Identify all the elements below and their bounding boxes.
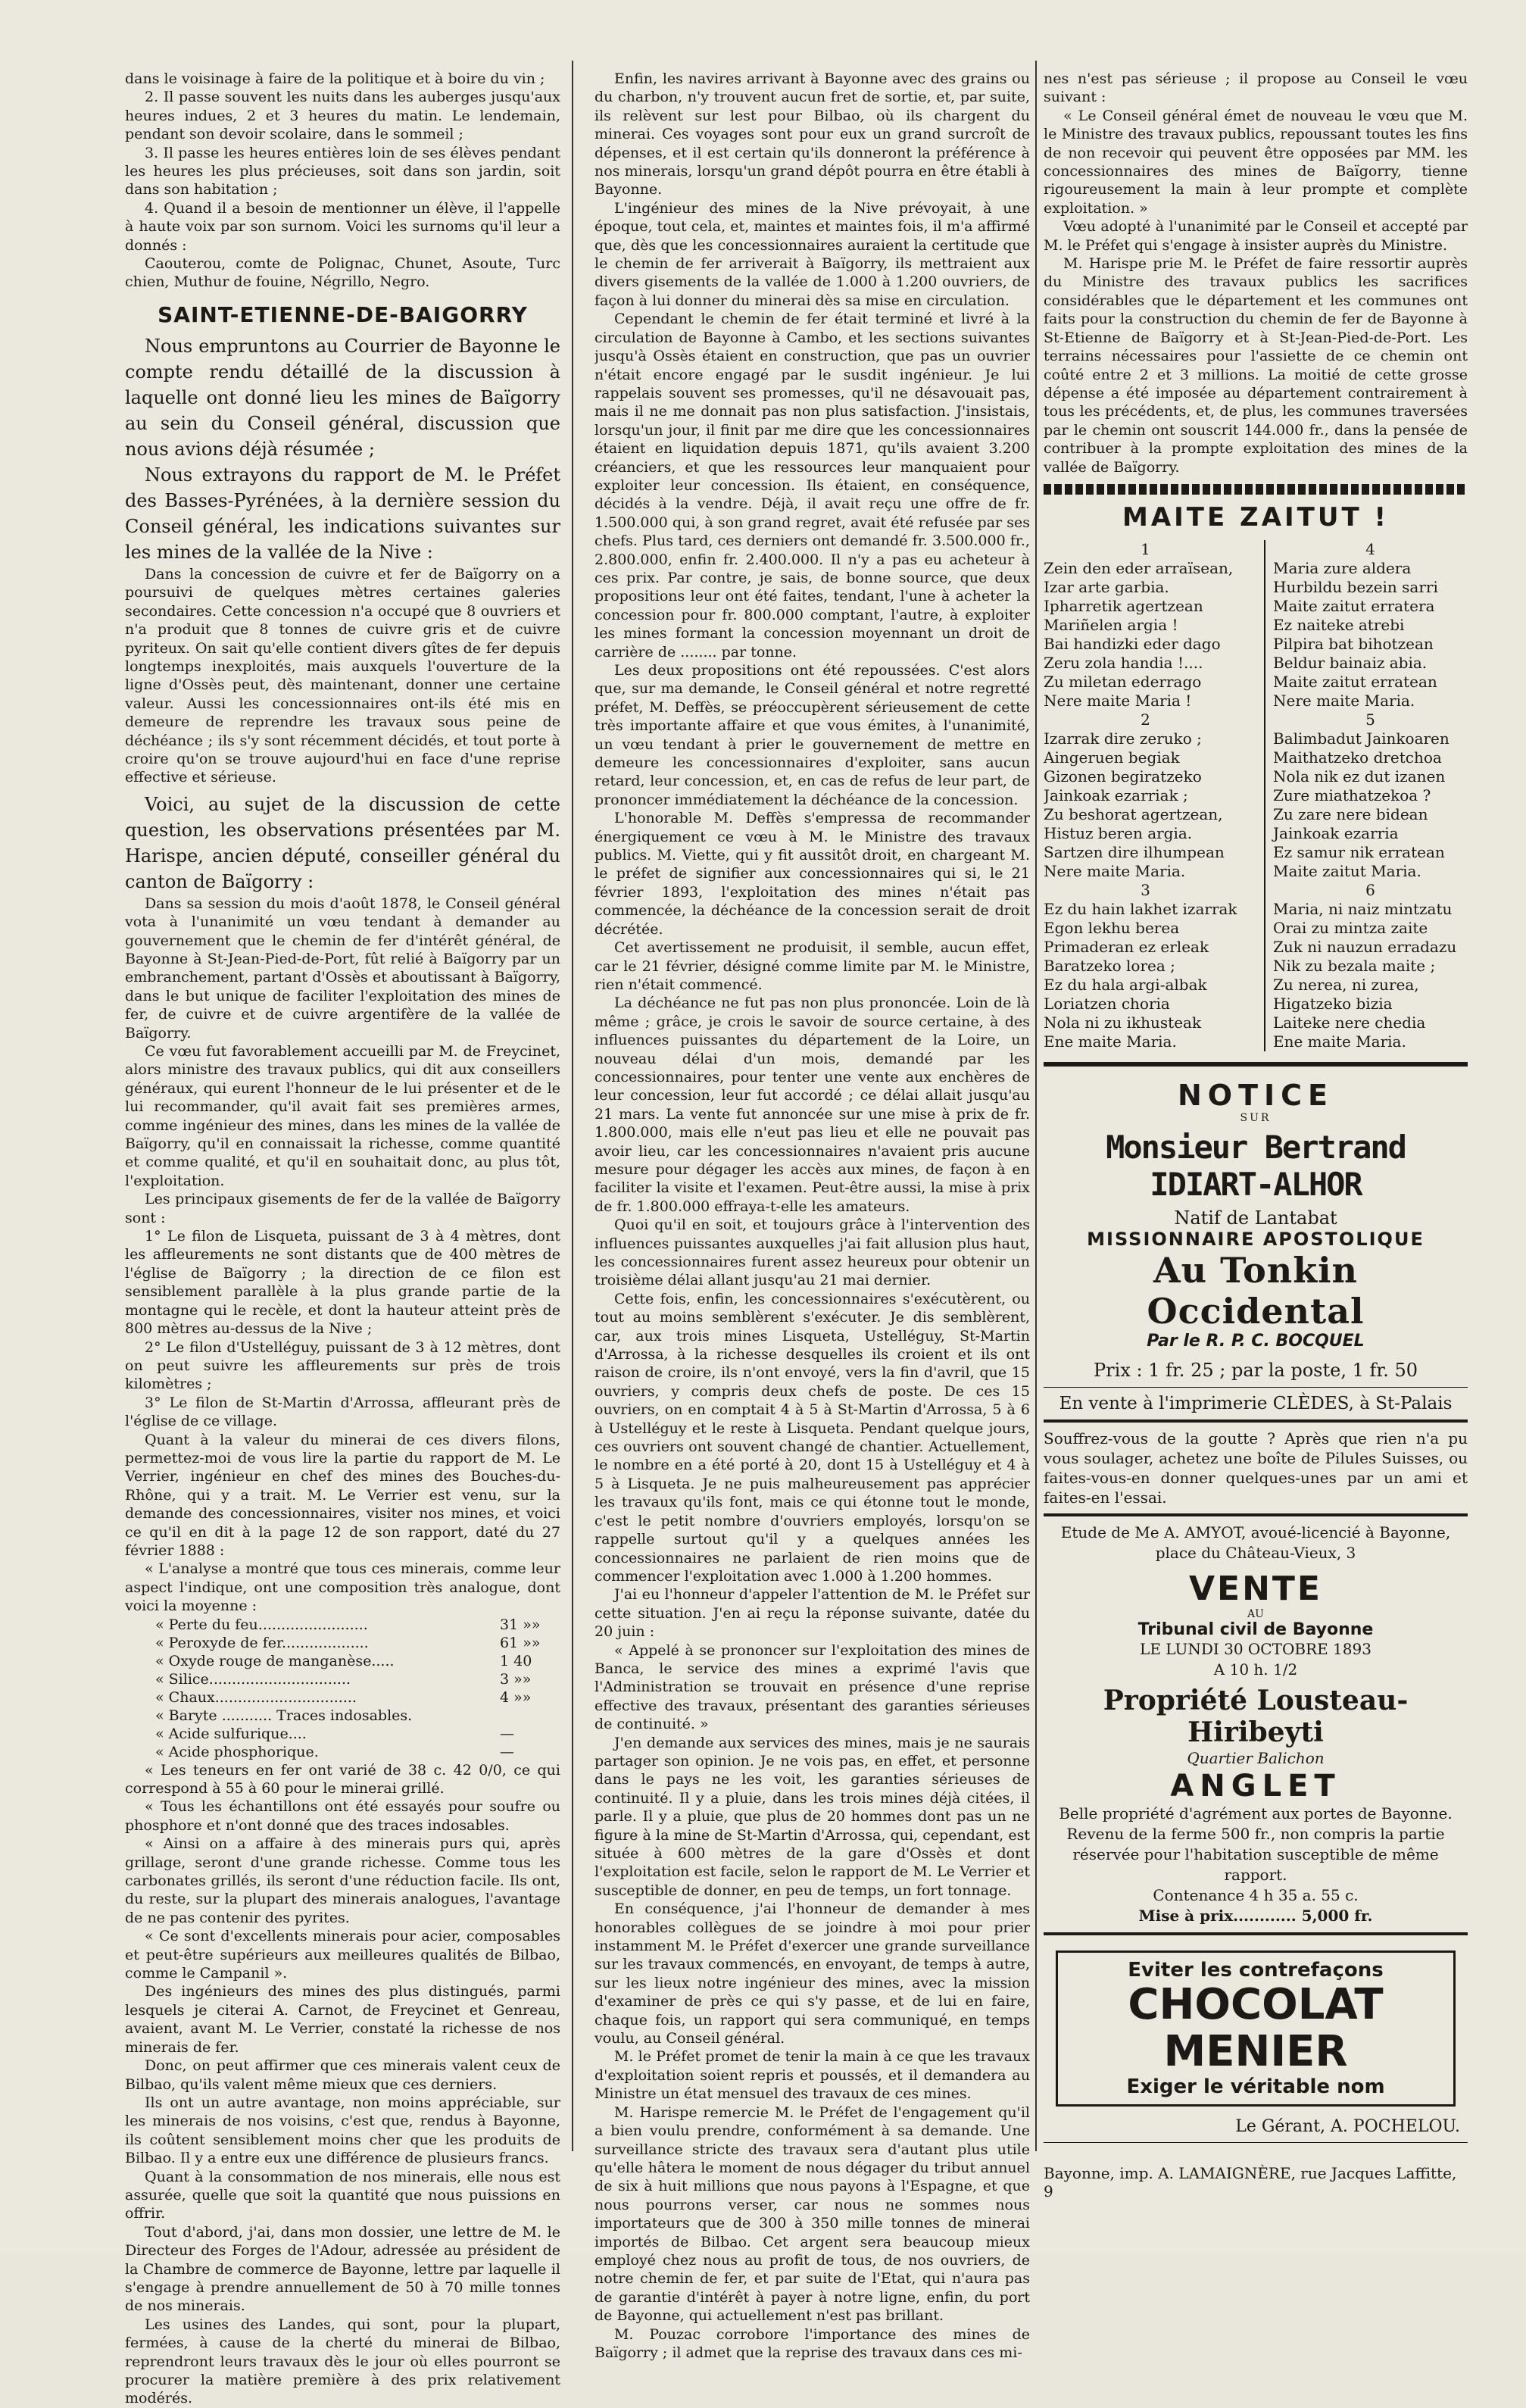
article-paragraph: Les usines des Landes, qui sont, pour la plupart, fermées, à cause de la cherté du minerai de Bilbao, reprendront leurs travaux dès le jour où elles pourront se procurer la matière première à des prix relativement modérés. [125, 2316, 560, 2407]
article-paragraph: La déchéance ne fut pas non plus prononcée. Loin de là même ; grâce, je crois le savoir de source certaine, à des influences puissantes du département de la Loire, un nouveau délai d'un mois, demandé par les concessionnaires, pour tenter une vente aux enchères de leur concession, leur fut accordé ; ce délai allait jusqu'au 21 mars. La vente fut annoncée sur une mise à prix de fr. 1.800.000, mais elle n'eut pas lieu et elle ne pouvait pas avoir lieu, car les concessionnaires n'avaient pris aucune mesure pour dégager les accès aux mines, de façon à en faciliter la visite et l'examen. Peut-être aussi, la mise à prix de fr. 1.800.000 effraya-t-elle les amateurs. [594, 995, 1030, 1215]
column-left [125, 70, 560, 2408]
composition-row: « Oxyde rouge de manganèse..... 1 40 [155, 1652, 532, 1669]
notice-natif: Natif de Lantabat [1174, 1207, 1337, 1229]
vente-lieu: ANGLET [1170, 1768, 1341, 1804]
composition-row: « Peroxyde de fer................... 61 »» [155, 1634, 541, 1651]
poem-line: Jainkoak ezarria [1273, 823, 1399, 842]
composition-row: « Acide phosphorique. — [155, 1743, 514, 1760]
article-paragraph: Ce vœu fut favorablement accueilli par M. de Freycinet, alors ministre des travaux publics, qui dit aux conseillers généraux, qui eurent l'honneur de le lui présenter et de le lui recommander, qu'il avait fait ses premières armes, comme ingénieur des mines, dans les mines de la vallée de Baïgorry, qu'il en connaissait la richesse, comme quantité et comme qualité, et qu'il en souhaitait donc, au plus tôt, l'exploitation. [125, 1043, 560, 1189]
vente-contenance: Contenance 4 h 35 a. 55 c. [1153, 1885, 1359, 1904]
poem-line: Nere maite Maria. [1044, 861, 1186, 880]
poem-line: Zeru zola handia !.... [1044, 653, 1203, 672]
poem-line: Nola ni zu ikhusteak [1044, 1013, 1202, 1032]
divider [1044, 1932, 1468, 1935]
article-paragraph: Dans sa session du mois d'août 1878, le Conseil général vota à l'unanimité un vœu tendant à demander au gouvernement que le chemin de fer d'intérêt général, de Bayonne à St-Jean-Pied-de-Port, fût relié à Baïgorry par un embranchement, partant d'Ossès et aboutissant à Baïgorry, dans le but unique de faciliter l'exploitation des mines de fer, de cuivre et de cuivre argentifère de la vallée de Baïgorry. [125, 895, 560, 1042]
poem-line: Ipharretik agertzean [1044, 596, 1203, 615]
stanza [1264, 711, 1468, 881]
article-lead: Nous extrayons du rapport de M. le Préfet des Basses-Pyrénées, à la dernière session du Conseil général, les indications suivantes sur les mines de la vallée de la Nive : [125, 464, 560, 563]
poem-line: Izarrak dire zeruko ; [1044, 729, 1202, 748]
article-paragraph: 2° Le filon d'Ustelléguy, puissant de 3 à 12 mètres, dont on peut suivre les affleurements sur près de trois kilomètres ; [125, 1338, 560, 1393]
stanza-number: 1 [1141, 539, 1150, 558]
poem-line: Nik zu bezala maite ; [1273, 956, 1436, 975]
article-paragraph: L'ingénieur des mines de la Nive prévoyait, à une époque, tout cela, et, maintes et maintes fois, il m'a affirmé que, dès que les concessionnaires auraient la certitude que le chemin de fer arriverait à Baïgorry, ils mettraient aux divers gisements de la vallée de 1.000 à 1.200 ouvriers, de façon à lui donner du minerai dès sa mise en circulation. [594, 199, 1030, 309]
poem-line: Ez du hala argi-albak [1044, 975, 1207, 994]
article-paragraph: J'en demande aux services des mines, mais je ne saurais partager son opinion. Je ne vois pas, en effet, et personne dans le pays ne les voit, les garanties sérieuses de continuité. Il y a pluie, dans les trois mines déjà citées, il parle. Il y a pluie, que plus de 20 hommes dont pas un ne figure à la mine de St-Martin d'Arrossa, qui, cependant, est située à 600 mètres de la gare d'Ossès et dont l'exploitation est facile, selon le rapport de M. Le Verrier et susceptible de donner, en peu de temps, un fort tonnage. [594, 1734, 1030, 1899]
ornamental-border [1044, 484, 1468, 495]
article-paragraph: « L'analyse a montré que tous ces minerais, comme leur aspect l'indique, ont une composition très analogue, dont voici la moyenne : [125, 1560, 560, 1615]
poem-line: Egon lekhu berea [1044, 918, 1180, 937]
poem-line: Zein den eder arraïsean, [1044, 558, 1234, 577]
divider [1044, 2142, 1468, 2143]
article-lead: Voici, au sujet de la discussion de cette question, les observations présentées par M. Harispe, ancien député, conseiller général du canton de Baïgorry : [125, 793, 560, 892]
poem-line: Mariñelen argia ! [1044, 615, 1178, 634]
poem-line: Balimbadut Jainkoaren [1273, 729, 1450, 748]
poem-line: Jainkoak ezarriak ; [1044, 785, 1188, 804]
notice-ad [1044, 1079, 1468, 1413]
article-paragraph: M. le Préfet promet de tenir la main à ce que les travaux d'exploitation soient repris et poussés, et il demandera au Ministre un état mensuel des travaux de ces mines. [594, 2048, 1030, 2103]
divider [1044, 1387, 1468, 1388]
poem-line: Ene maite Maria. [1044, 1032, 1177, 1051]
article-paragraph: J'ai eu l'honneur d'appeler l'attention de M. le Préfet sur cette situation. J'en ai reçu la réponse suivante, datée du 20 juin : [594, 1586, 1030, 1641]
poem-line: Nere maite Maria. [1273, 691, 1415, 710]
column-rule [1035, 61, 1037, 2151]
article-paragraph: Des ingénieurs des mines des plus distingués, parmi lesquels je citerai A. Carnot, de Freycinet et Genreau, avaient, avant M. Le Verrier, constaté la richesse de nos minerais de fer. [125, 1983, 560, 2056]
poem [1044, 540, 1468, 1051]
article-paragraph: Quoi qu'il en soit, et toujours grâce à l'intervention des influences puissantes auxquelles j'ai fait allusion plus haut, les concessionnaires furent assez heureux pour obtenir un troisième délai allant jusqu'au 21 mai dernier. [594, 1216, 1030, 1289]
divider [1044, 1420, 1468, 1423]
article-paragraph: 3° Le filon de St-Martin d'Arrossa, affleurant près de l'église de ce village. [125, 1394, 560, 1430]
article-paragraph: « Ce sont d'excellents minerais pour acier, composables et peut-être supérieurs aux meilleures qualités de Bilbao, comme le Campanil ». [125, 1928, 560, 1982]
column-right [1044, 70, 1468, 2200]
divider [1044, 1062, 1468, 1067]
poem-line: Zu beshorat agertzean, [1044, 804, 1223, 823]
intro-line: 4. Quand il a besoin de mentionner un élève, il l'appelle à haute voix par son surnom. Voici les surnoms qu'il leur a donnés : [125, 199, 560, 254]
chocolat-brand: MENIER [1163, 2026, 1348, 2076]
article-paragraph: M. Pouzac corrobore l'importance des mines de Baïgorry ; il admet que la reprise des travaux dans ces mi- [594, 2325, 1030, 2361]
poem-line: Maite zaitut erratera [1273, 596, 1435, 615]
column-rule [572, 61, 573, 2151]
poem-line: Ez naiteke atrebi [1273, 615, 1405, 634]
poem-line: Gizonen begiratzeko [1044, 767, 1202, 785]
poem-line: Bai handizki eder dago [1044, 634, 1221, 653]
poem-line: Histuz beren argia. [1044, 823, 1193, 842]
intro-line: 3. Il passe les heures entières loin de ses élèves pendant les heures les plus précieuses, soit dans son jardin, soit dans son habitation ; [125, 144, 560, 198]
poem-line: Baratzeko lorea ; [1044, 956, 1175, 975]
poem-line: Zu nerea, ni zurea, [1273, 975, 1419, 994]
intro-line: dans le voisinage à faire de la politique et à boire du vin ; [125, 70, 545, 87]
poem-line: Laiteke nere chedia [1273, 1013, 1426, 1032]
poem-line: Higatzeko bizia [1273, 994, 1393, 1013]
article-lead: Nous empruntons au Courrier de Bayonne le compte rendu détaillé de la discussion à laquelle ont donné lieu les mines de Baïgorry au sein du Conseil général, discussion que nous avions déjà résumée ; [125, 335, 560, 460]
composition-row: « Chaux............................... 4 »» [155, 1688, 532, 1706]
chocolat-ad [1056, 1950, 1456, 2107]
article-paragraph: Dans la concession de cuivre et fer de Baïgorry on a poursuivi de quelques mètres certaines galeries secondaires. Cette concession n'a occupé que 8 ouvriers et n'a produit que 8 tonnes de cuivre gris et de cuivre pyriteux. On sait qu'elle contient divers gîtes de fer depuis longtemps inexploités, mais auxquels l'ouverture de la ligne d'Ossès peut, dès maintenant, donner une certaine valeur. Aussi les concessionnaires ont-ils été mis en demeure de reprendre les travaux sous peine de déchéance ; ils s'y sont récemment décidés, et tout porte à croire qu'on se trouve aujourd'hui en face d'une reprise effective et sérieuse. [125, 565, 560, 786]
poem-line: Orai zu mintza zaite [1273, 918, 1428, 937]
intro-line: Caouterou, comte de Polignac, Chunet, Asoute, Turc chien, Muthur de fouine, Négrillo, Negro. [125, 255, 560, 291]
article-paragraph: Cet avertissement ne produisit, il semble, aucun effet, car le 21 février, désigné comme limite par M. le Ministre, rien n'était commencé. [594, 939, 1030, 993]
column-middle [594, 70, 1030, 2362]
stanza [1044, 711, 1247, 881]
notice-tonkin: Au Tonkin Occidental [1147, 1249, 1365, 1332]
divider [1044, 1513, 1468, 1516]
article-paragraph: « Ainsi on a affaire à des minerais purs qui, après grillage, seront d'une grande richesse. Comme tous les carbonates grillés, ils seront d'une réduction facile. Ils ont, du reste, sur la plupart des minerais analogues, l'avantage de ne pas contenir des pyrites. [125, 1835, 560, 1926]
article-paragraph: Donc, on peut affirmer que ces minerais valent ceux de Bilbao, qu'ils valent même mieux que ces derniers. [125, 2057, 560, 2093]
notice-title: NOTICE [1177, 1078, 1334, 1112]
vente-propriete: Propriété Lousteau-Hiribeyti [1103, 1684, 1409, 1748]
poem-line: Zure miathatzekoa ? [1273, 785, 1431, 804]
article-paragraph: L'honorable M. Deffès s'empressa de recommander énergiquement ce vœu à M. le Ministre des travaux publics. M. Viette, qui y fit aussitôt droit, en chargeant M. le préfet de signifier aux concessionnaires qui si, le 21 février 1893, l'exploitation des mines n'était pas commencée, la déchéance de la concession serait de droit décrétée. [594, 810, 1030, 938]
article-paragraph: Tout d'abord, j'ai, dans mon dossier, une lettre de M. le Directeur des Forges de l'Adour, adressée au président de la Chambre de commerce de Bayonne, lettre par laquelle il s'engage à prendre annuellement de 50 à 70 mille tonnes de nos minerais. [125, 2223, 560, 2315]
notice-author: Par le R. P. C. BOCQUEL [1147, 1331, 1365, 1351]
stanza-number: 6 [1365, 880, 1375, 899]
article-paragraph: Quant à la valeur du minerai de ces divers filons, permettez-moi de vous lire la partie du rapport de M. Le Verrier, ingénieur en chef des mines des Bouches-du-Rhône, qui y a trait. M. Le Verrier est venu, sur la demande des concessionnaires, visiter nos mines, et voici ce qu'il en dit à la page 12 de son rapport, daté du 27 février 1888 : [125, 1431, 560, 1559]
poem-line: Pilpira bat bihotzean [1273, 634, 1434, 653]
poem-line: Nola nik ez dut izanen [1273, 767, 1446, 785]
stanza-number: 4 [1365, 539, 1375, 558]
poem-line: Loriatzen choria [1044, 994, 1170, 1013]
article-paragraph: En conséquence, j'ai l'honneur de demander à mes honorables collègues de se joindre à moi pour prier instamment M. le Préfet d'exercer une grande surveillance sur les travaux commencés, en envoyant, de temps à autre, sur les lieux notre ingénieur des mines, avec la mission d'examiner de près ce qui s'y passe, et de lui en faire, chaque fois, un rapport qui sera communiqué, en temps voulu, au Conseil général. [594, 1900, 1030, 2047]
vente-title: VENTE [1188, 1569, 1322, 1608]
vente-ad [1044, 1569, 1468, 1926]
article-paragraph: Enfin, les navires arrivant à Bayonne avec des grains ou du charbon, n'y trouvent aucun fret de sortie, et, par suite, ils relèvent sur lest pour Bilbao, où ils chargent du minerai. Ces voyages sont pour eux un grand surcroît de dépenses, et il est certain qu'ils donneront la préférence à nos minerais, lorsqu'un grand dépôt pourra en être établi à Bayonne. [594, 70, 1030, 198]
notice-vente: En vente à l'imprimerie CLÈDES, à St-Palais [1059, 1393, 1453, 1413]
article-paragraph: « Tous les échantillons ont été essayés pour soufre ou phosphore et n'ont donné que des traces indosables. [125, 1798, 560, 1834]
vente-au: AU [1247, 1607, 1264, 1620]
notice-mission: MISSIONNAIRE APOSTOLIQUE [1087, 1228, 1425, 1250]
poem-line: Zuk ni nauzun erradazu [1273, 937, 1457, 956]
stanza-number: 5 [1365, 710, 1375, 729]
article-paragraph: Vœu adopté à l'unanimité par le Conseil et accepté par M. le Préfet qui s'engage à insister auprès du Ministre. [1044, 218, 1468, 254]
vente-tribunal: Tribunal civil de Bayonne [1137, 1619, 1374, 1639]
article-paragraph: Cependant le chemin de fer était terminé et livré à la circulation de Bayonne à Cambo, et les sections suivantes jusqu'à Ossès étaient en construction, que pas un ouvrier n'était encore engagé par le susdit ingénieur. Je lui rappelais souvent ses promesses, qu'il ne désavouait pas, mais il ne me donnait pas non plus satisfaction. J'insistais, lorsqu'un jour, il finit par me dire que les concessionnaires étaient en liquidation depuis 1871, qu'ils avaient 3.200 créanciers, et que les ressources leur manquaient pour exploiter leur concession. Ils étaient, en conséquence, décidés à la vendre. Déjà, il avait reçu une offre de fr. 1.500.000 qui, à son grand regret, avait été refusée par ses chefs. Plus tard, ces derniers ont demandé fr. 3.500.000 fr., 2.800.000, enfin fr. 2.400.000. Il n'y a pas eu acheteur à ces prix. Par contre, je sais, de bonne source, que deux propositions leur ont été faites, tendant, l'une à acheter la concession pour fr. 800.000 comptant, l'autre, à exploiter les mines formant la concession moyennant un droit de carrière de ........ par tonne. [594, 311, 1030, 661]
goutte-ad: Souffrez-vous de la goutte ? Après que rien n'a pu vous soulager, achetez une boîte de Pilules Suisses, ou faites-vous-en donner quelques-unes par un ami et faites-en l'essai. [1044, 1429, 1468, 1507]
article-paragraph: « Les teneurs en fer ont varié de 38 c. 42 0/0, ce qui correspond à 55 à 60 pour le minerai grillé. [125, 1761, 560, 1797]
poem-line: Primaderan ez erleak [1044, 937, 1209, 956]
poem-line: Sartzen dire ilhumpean [1044, 842, 1225, 861]
composition-row: « Acide sulfurique.... — [155, 1725, 514, 1742]
article-paragraph: « Le Conseil général émet de nouveau le vœu que M. le Ministre des travaux publics, repoussant toutes les fins de non recevoir qui peuvent être opposées par MM. les concessionnaires des mines de Baïgorry, tienne rigoureusement la main à leur prompte et complète exploitation. » [1044, 107, 1468, 217]
notice-price: Prix : 1 fr. 25 ; par la poste, 1 fr. 50 [1094, 1359, 1418, 1381]
poem-line: Maria zure aldera [1273, 558, 1412, 577]
poem-line: Zu miletan ederrago [1044, 672, 1202, 691]
poem-line: Ez du hain lakhet izarrak [1044, 899, 1237, 918]
article-paragraph: 1° Le filon de Lisqueta, puissant de 3 à 4 mètres, dont les affleurements ne sont distants que de 400 mètres de l'église de Baïgorry ; la direction de ce filon est sensiblement parallèle à la plus grande partie de la montagne qui le recèle, et dont la hauteur atteint près de 800 mètres au-dessus de la Nive ; [125, 1228, 560, 1338]
stanza [1264, 881, 1468, 1051]
gerant-line: Le Gérant, A. POCHELOU. [1235, 2116, 1460, 2136]
chocolat-brand: CHOCOLAT [1128, 1979, 1384, 2029]
notice-sur: SUR [1240, 1111, 1272, 1124]
poem-line: Hurbildu bezein sarri [1273, 577, 1438, 596]
poem-line: Ene maite Maria. [1273, 1032, 1406, 1051]
vente-heure: A 10 h. 1/2 [1213, 1660, 1298, 1679]
notice-name: Monsieur Bertrand IDIART-ALHOR [1106, 1128, 1406, 1203]
article-paragraph: Ils ont un autre avantage, non moins appréciable, sur les minerais de nos voisins, c'est que, rendus à Bayonne, ils coûtent sensiblement moins cher que les produits de Bilbao. Il y a entre eux une différence de plusieurs francs. [125, 2094, 560, 2167]
composition-row: « Perte du feu........................ 31 »» [155, 1616, 541, 1633]
poem-line: Ez samur nik erratean [1273, 842, 1445, 861]
composition-row: « Baryte ........... Traces indosables. [155, 1707, 413, 1724]
imprimeur-line: Bayonne, imp. A. LAMAIGNÈRE, rue Jacques Laffitte, 9 [1044, 2163, 1457, 2200]
stanza-number: 2 [1141, 710, 1150, 729]
poem-line: Maithatzeko dretchoa [1273, 748, 1442, 767]
poem-line: Nere maite Maria ! [1044, 691, 1192, 710]
article-paragraph: Les principaux gisements de fer de la vallée de Baïgorry sont : [125, 1191, 560, 1226]
etude-line: Etude de Me A. AMYOT, avoué-licencié à Bayonne, place du Château-Vieux, 3 [1060, 1523, 1451, 1562]
stanza [1044, 881, 1247, 1051]
intro-line: 2. Il passe souvent les nuits dans les auberges jusqu'aux heures indues, 2 et 3 heures du matin. Le lendemain, pendant son devoir scolaire, dans le sommeil ; [125, 89, 560, 143]
poem-line: Maite zaitut erratean [1273, 672, 1437, 691]
vente-date: LE LUNDI 30 OCTOBRE 1893 [1140, 1639, 1372, 1658]
article-paragraph: M. Harispe prie M. le Préfet de faire ressortir auprès du Ministre des travaux publics les sacrifices considérables que le département et les communes ont faits pour la construction du chemin de fer de Bayonne à St-Etienne de Baïgorry et à St-Jean-Pied-de-Port. Les terrains nécessaires pour l'assiette de ce chemin ont coûté entre 2 et 3 millions. La moitié de cette grosse dépense a été imposée au département contrairement à tous les précédents, et, de plus, les communes traversées par le chemin ont souscrit 144.000 fr., dans la pensée de contribuer à la prompte exploitation des mines de la vallée de Baïgorry. [1044, 255, 1468, 476]
composition-table [125, 1616, 560, 1761]
stanza [1044, 540, 1247, 711]
poem-line: Maite zaitut Maria. [1273, 861, 1421, 880]
article-paragraph: « Appelé à se prononcer sur l'exploitation des mines de Banca, le service des mines a exprimé l'avis que l'Administration se trouvait en présence d'une reprise effective des travaux, présentant des garanties sérieuses de continuité. » [594, 1641, 1030, 1733]
vente-mise: Mise à prix............ 5,000 fr. [1138, 1906, 1373, 1925]
poem-line: Izar arte garbia. [1044, 577, 1169, 596]
stanza-number: 3 [1141, 880, 1150, 899]
article-paragraph: Cette fois, enfin, les concessionnaires s'exécutèrent, ou tout au moins semblèrent s'exécuter. Je dis semblèrent, car, aux trois mines Lisqueta, Ustelléguy, St-Martin d'Arrossa, à la richesse desquelles ils croient et ils ont raison de croire, ils n'ont envoyé, vers la fin d'avril, que 15 ouvriers, y compris deux chefs de poste. De ces 15 ouvriers, on en comptait 4 à 5 à St-Martin d'Arrossa, 5 à 6 à Ustelléguy et le reste à Lisqueta. Pendant quelque jours, ces ouvriers ont souvent changé de chantier. Actuellement, le nombre en a été porté à 20, dont 15 à Ustelléguy et 4 à 5 à Lisqueta. Je ne puis malheureusement pas apprécier les travaux qu'ils font, mais ce qui étonne tout le monde, c'est le petit nombre d'ouvriers employés, lorsqu'on se rappelle surtout qu'il y a quelques années les concessionnaires ne parlaient de rien moins que de commencer l'exploitation avec 1.000 à 1.200 hommes. [594, 1290, 1030, 1585]
poem-line: Maria, ni naiz mintzatu [1273, 899, 1453, 918]
chocolat-top: Eviter les contrefaçons [1128, 1958, 1384, 1982]
article-paragraph: Les deux propositions ont été repoussées. C'est alors que, sur ma demande, le Conseil général et notre regretté préfet, M. Deffès, se préoccupèrent sérieusement de cette très importante affaire et que vous émites, à l'unanimité, un vœu tendant à prier le gouvernement de mettre en demeure les concessionnaires d'exploiter, sans aucun retard, leur concession, et, en cas de refus de leur part, de prononcer immédiatement la déchéance de la concession. [594, 662, 1030, 808]
poem-title: MAITE ZAITUT ! [1122, 501, 1389, 533]
article-paragraph: Quant à la consommation de nos minerais, elle nous est assurée, quelle que soit la quantité que nous puissions en offrir. [125, 2168, 560, 2222]
vente-desc: Belle propriété d'agrément aux portes de Bayonne. Revenu de la ferme 500 fr., non compris la partie réservée pour l'habitation susceptible de même rapport. [1059, 1804, 1453, 1884]
article-paragraph: M. Harispe remercie M. le Préfet de l'engagement qu'il a bien voulu prendre, conformément à sa demande. Une surveillance stricte des travaux sera d'autant plus utile qu'elle hâtera le moment de nous dégager du tribut annuel de six à huit millions que nous payons à l'Espagne, et que nous pourrons verser, car nous ne sommes nous importateurs que de 300 à 350 mille tonnes de minerai importés de Bilbao. Cet argent sera beaucoup mieux employé chez nous au profit de tous, de nos ouvriers, de notre chemin de fer, et par suite de l'Etat, qui n'aura pas de garantie d'intérêt à payer à notre ligne, enfin, du port de Bayonne, qui actuellement n'est pas brillant. [594, 2103, 1030, 2325]
article-paragraph: nes n'est pas sérieuse ; il propose au Conseil le vœu suivant : [1044, 70, 1468, 106]
composition-row: « Silice............................... 3 »» [155, 1670, 532, 1688]
section-title: SAINT-ETIENNE-DE-BAIGORRY [158, 301, 528, 327]
stanza [1264, 540, 1468, 711]
poem-line: Zu zare nere bidean [1273, 804, 1428, 823]
vente-quartier: Quartier Balichon [1187, 1748, 1325, 1767]
poem-line: Beldur bainaiz abia. [1273, 653, 1428, 672]
poem-line: Aingeruen begiak [1044, 748, 1180, 767]
chocolat-bottom: Exiger le véritable nom [1126, 2075, 1385, 2098]
